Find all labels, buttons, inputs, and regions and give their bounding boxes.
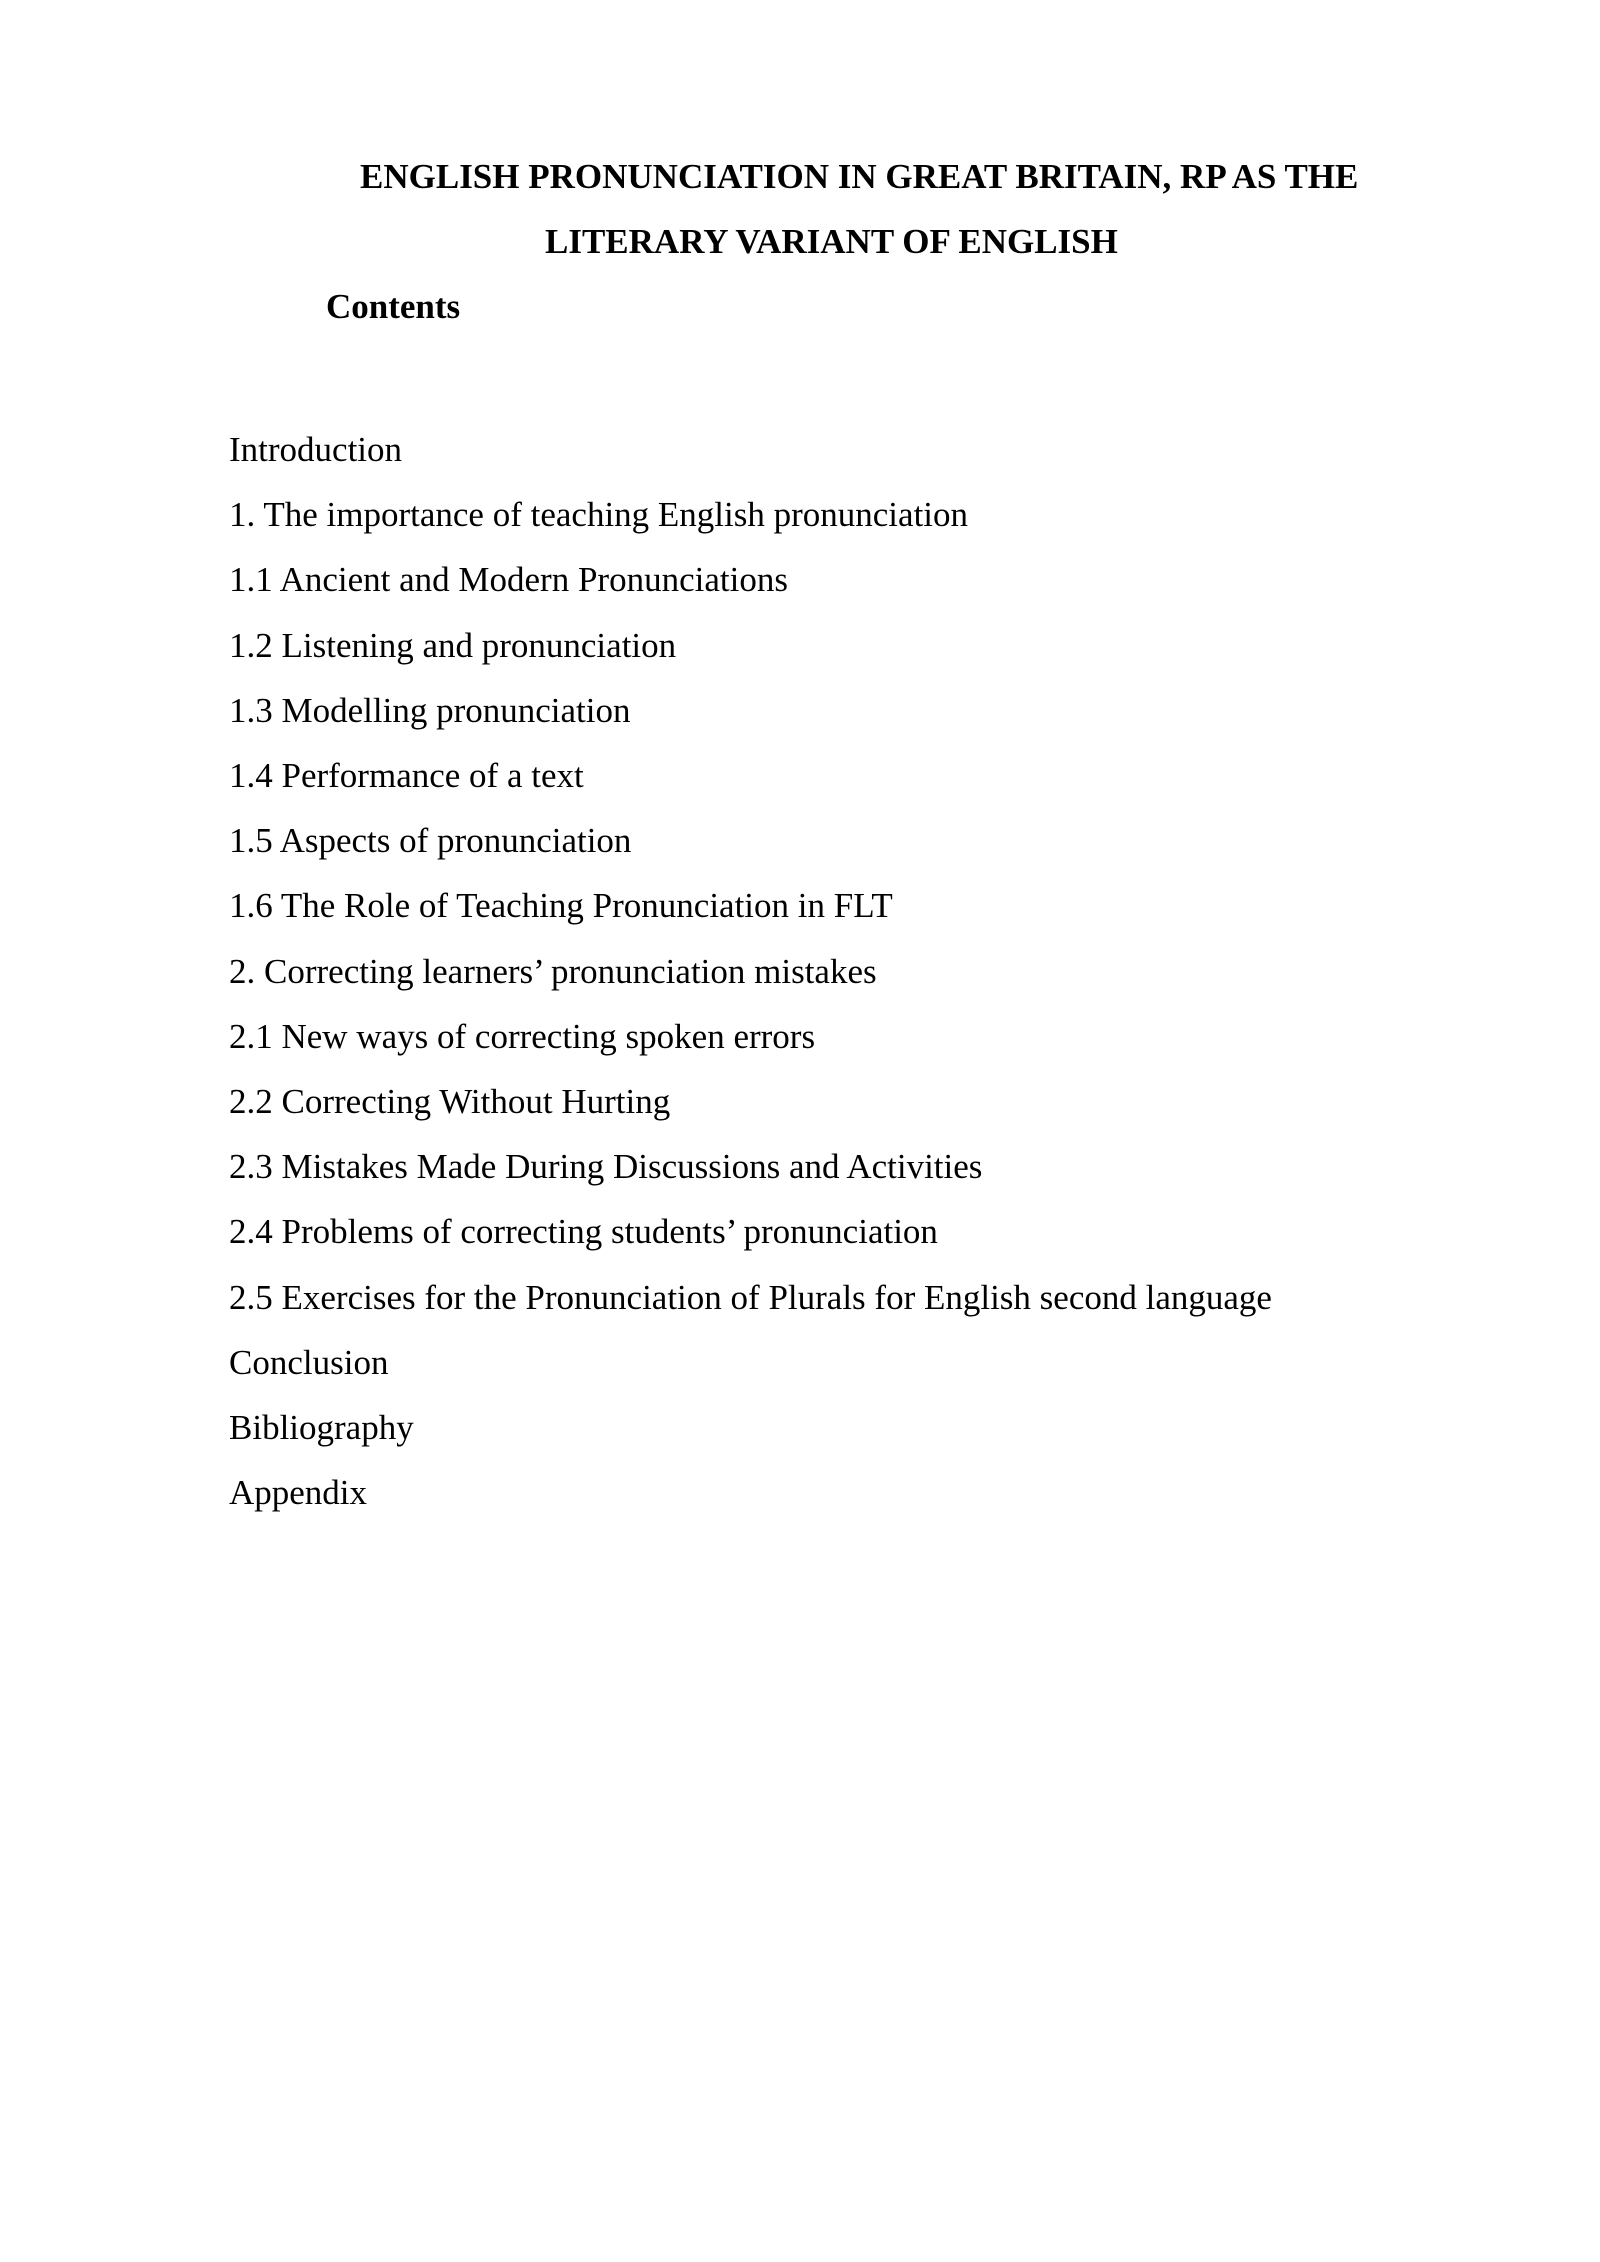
toc-entry-2: 2. Correcting learners’ pronunciation mistakes (229, 951, 877, 991)
toc-entry-1-4: 1.4 Performance of a text (229, 756, 584, 796)
toc-entry-conclusion: Conclusion (229, 1342, 389, 1382)
toc-entry-introduction: Introduction (229, 430, 403, 469)
toc-entry-1: 1. The importance of teaching English pronunciation (229, 495, 969, 535)
toc-entry-2-1: 2.1 New ways of correcting spoken errors (229, 1016, 816, 1056)
toc-entry-1-3: 1.3 Modelling pronunciation (229, 690, 631, 730)
toc-entry-1-5: 1.5 Aspects of pronunciation (229, 821, 632, 861)
toc-entry-2-4: 2.4 Problems of correcting students’ pronunciation (229, 1212, 938, 1252)
table-of-contents (229, 417, 1272, 1525)
toc-entry-appendix: Appendix (229, 1473, 368, 1513)
document-title-line-2: LITERARY VARIANT OF ENGLISH (545, 222, 1118, 261)
toc-entry-2-3: 2.3 Mistakes Made During Discussions and Activities (229, 1147, 983, 1187)
toc-entry-1-1: 1.1 Ancient and Modern Pronunciations (229, 560, 788, 600)
toc-entry-1-2: 1.2 Listening and pronunciation (229, 625, 677, 665)
contents-heading: Contents (326, 287, 461, 326)
toc-entry-bibliography: Bibliography (229, 1408, 414, 1448)
toc-entry-2-2: 2.2 Correcting Without Hurting (229, 1082, 671, 1122)
document-title-line-1: ENGLISH PRONUNCIATION IN GREAT BRITAIN, RP AS THE (360, 157, 1359, 196)
toc-entry-1-6: 1.6 The Role of Teaching Pronunciation in FLT (229, 886, 893, 926)
toc-entry-2-5: 2.5 Exercises for the Pronunciation of Plurals for English second language (229, 1277, 1272, 1317)
